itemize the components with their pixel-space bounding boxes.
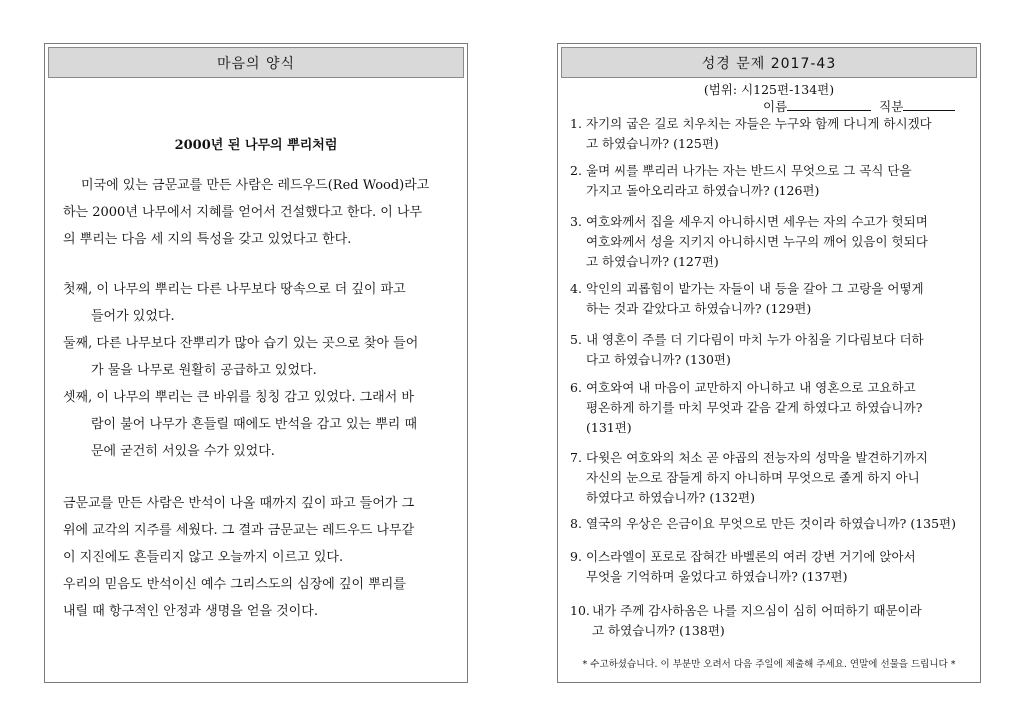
point-line: 람이 불어 나무가 흔들릴 때에도 반석을 감고 있는 뿌리 때 bbox=[91, 417, 418, 432]
point-line: 가 물을 나무로 원활히 공급하고 있었다. bbox=[91, 363, 317, 378]
point-1 bbox=[63, 276, 449, 330]
name-label: 이름 bbox=[763, 99, 788, 114]
question-line: (131편) bbox=[586, 420, 632, 435]
question-line: 고 하였습니까? (127편) bbox=[586, 254, 719, 269]
question-2 bbox=[570, 161, 972, 201]
intro-line: 하는 2000년 나무에서 지혜를 얻어서 건설했다고 한다. 이 나무 bbox=[63, 205, 423, 220]
conclusion-line: 이 지진에도 흔들리지 않고 오늘까지 이르고 있다. bbox=[63, 550, 344, 565]
quiz-header: 성경 문제 2017-43 bbox=[561, 47, 977, 78]
question-number: 3. bbox=[570, 214, 582, 229]
question-line: 하는 것과 같았다고 하였습니까? (129편) bbox=[586, 301, 812, 316]
question-4 bbox=[570, 279, 972, 319]
question-number: 5. bbox=[570, 332, 582, 347]
question-line: 악인의 괴롭힘이 밭가는 자들이 내 등을 갈아 그 고랑을 어떻게 bbox=[586, 281, 924, 296]
conclusion-paragraph bbox=[63, 490, 449, 625]
position-blank[interactable] bbox=[903, 98, 955, 111]
bible-quiz-panel bbox=[557, 43, 981, 683]
question-9 bbox=[570, 547, 972, 587]
question-3 bbox=[570, 212, 972, 272]
question-line: 무엇을 기억하며 울었다고 하였습니까? (137편) bbox=[586, 569, 848, 584]
question-number: 8. bbox=[570, 516, 582, 531]
question-line: 여호와여 내 마음이 교만하지 아니하고 내 영혼으로 고요하고 bbox=[586, 380, 916, 395]
point-line: 셋째, 이 나무의 뿌리는 큰 바위를 칭칭 감고 있었다. 그래서 바 bbox=[63, 390, 414, 405]
question-line: 가지고 돌아오리라고 하였습니까? (126편) bbox=[586, 183, 820, 198]
question-8 bbox=[570, 514, 972, 534]
question-6 bbox=[570, 378, 972, 438]
name-blank[interactable] bbox=[787, 98, 871, 111]
conclusion-line: 우리의 믿음도 반석이신 예수 그리스도의 심장에 깊이 뿌리를 bbox=[63, 577, 406, 592]
question-line: 고 하였습니까? (138편) bbox=[592, 623, 725, 638]
question-number: 9. bbox=[570, 549, 582, 564]
conclusion-line: 금문교를 만든 사람은 반석이 나올 때까지 깊이 파고 들어가 그 bbox=[63, 496, 415, 511]
question-number: 4. bbox=[570, 281, 582, 296]
question-5 bbox=[570, 330, 972, 370]
point-3 bbox=[63, 384, 449, 465]
question-line: 여호와께서 집을 세우지 아니하시면 세우는 자의 수고가 헛되며 bbox=[586, 214, 928, 229]
intro-line: 미국에 있는 금문교를 만든 사람은 레드우드(Red Wood)라고 bbox=[81, 178, 430, 193]
question-line: 열국의 우상은 은금이요 무엇으로 만든 것이라 하였습니까? (135편) bbox=[586, 516, 957, 531]
position-label: 직분 bbox=[879, 99, 904, 114]
intro-paragraph bbox=[63, 172, 449, 253]
question-line: 울며 씨를 뿌리러 나가는 자는 반드시 무엇으로 그 곡식 단을 bbox=[586, 163, 912, 178]
question-7 bbox=[570, 448, 972, 508]
question-line: 내가 주께 감사하옴은 나를 지으심이 심히 어떠하기 때문이라 bbox=[592, 603, 922, 618]
question-line: 하였다고 하였습니까? (132편) bbox=[586, 490, 756, 505]
question-number: 10. bbox=[570, 603, 590, 618]
point-line: 문에 굳건히 서있을 수가 있었다. bbox=[91, 444, 275, 459]
question-number: 6. bbox=[570, 380, 582, 395]
question-line: 자기의 굽은 길로 치우치는 자들은 누구와 함께 다니게 하시겠다 bbox=[586, 116, 932, 131]
quiz-range: (범위: 시125편-134편) bbox=[703, 82, 835, 97]
question-line: 내 영혼이 주를 더 기다림이 마치 누가 아침을 기다림보다 더하 bbox=[586, 332, 924, 347]
question-number: 7. bbox=[570, 450, 582, 465]
quiz-footer-note: * 수고하셨습니다. 이 부분만 오려서 다음 주일에 제출해 주세요. 연말에 선물을 드립니다 * bbox=[582, 659, 956, 670]
question-line: 이스라엘이 포로로 잡혀간 바벨론의 여러 강변 거기에 앉아서 bbox=[586, 549, 916, 564]
devotion-title: 2000년 된 나무의 뿌리처럼 bbox=[174, 138, 338, 153]
question-10 bbox=[570, 601, 972, 641]
question-line: 자신의 눈으로 잠들게 하지 아니하며 무엇으로 졸게 하지 아니 bbox=[586, 470, 920, 485]
question-line: 평온하게 하기를 마치 무엇과 같음 같게 하였다고 하였습니까? bbox=[586, 400, 923, 415]
point-line: 들어가 있었다. bbox=[91, 309, 175, 324]
devotion-panel bbox=[44, 43, 468, 683]
intro-line: 의 뿌리는 다음 세 지의 특성을 갖고 있었다고 한다. bbox=[63, 232, 352, 247]
question-line: 고 하였습니까? (125편) bbox=[586, 136, 719, 151]
question-line: 다윗은 여호와의 처소 곧 야곱의 전능자의 성막을 발견하기까지 bbox=[586, 450, 928, 465]
question-1 bbox=[570, 114, 972, 154]
conclusion-line: 내릴 때 항구적인 안정과 생명을 얻을 것이다. bbox=[63, 604, 318, 619]
question-number: 2. bbox=[570, 163, 582, 178]
devotion-header: 마음의 양식 bbox=[48, 47, 464, 78]
name-position-row bbox=[763, 97, 955, 115]
question-number: 1. bbox=[570, 116, 582, 131]
point-line: 첫째, 이 나무의 뿌리는 다른 나무보다 땅속으로 더 깊이 파고 bbox=[63, 282, 406, 297]
point-line: 둘째, 다른 나무보다 잔뿌리가 많아 습기 있는 곳으로 찾아 들어 bbox=[63, 336, 419, 351]
conclusion-line: 위에 교각의 지주를 세웠다. 그 결과 금문교는 레드우드 나무같 bbox=[63, 523, 415, 538]
question-line: 다고 하였습니까? (130편) bbox=[586, 352, 731, 367]
point-2 bbox=[63, 330, 449, 384]
question-line: 여호와께서 성을 지키지 아니하시면 누구의 깨어 있음이 헛되다 bbox=[586, 234, 928, 249]
